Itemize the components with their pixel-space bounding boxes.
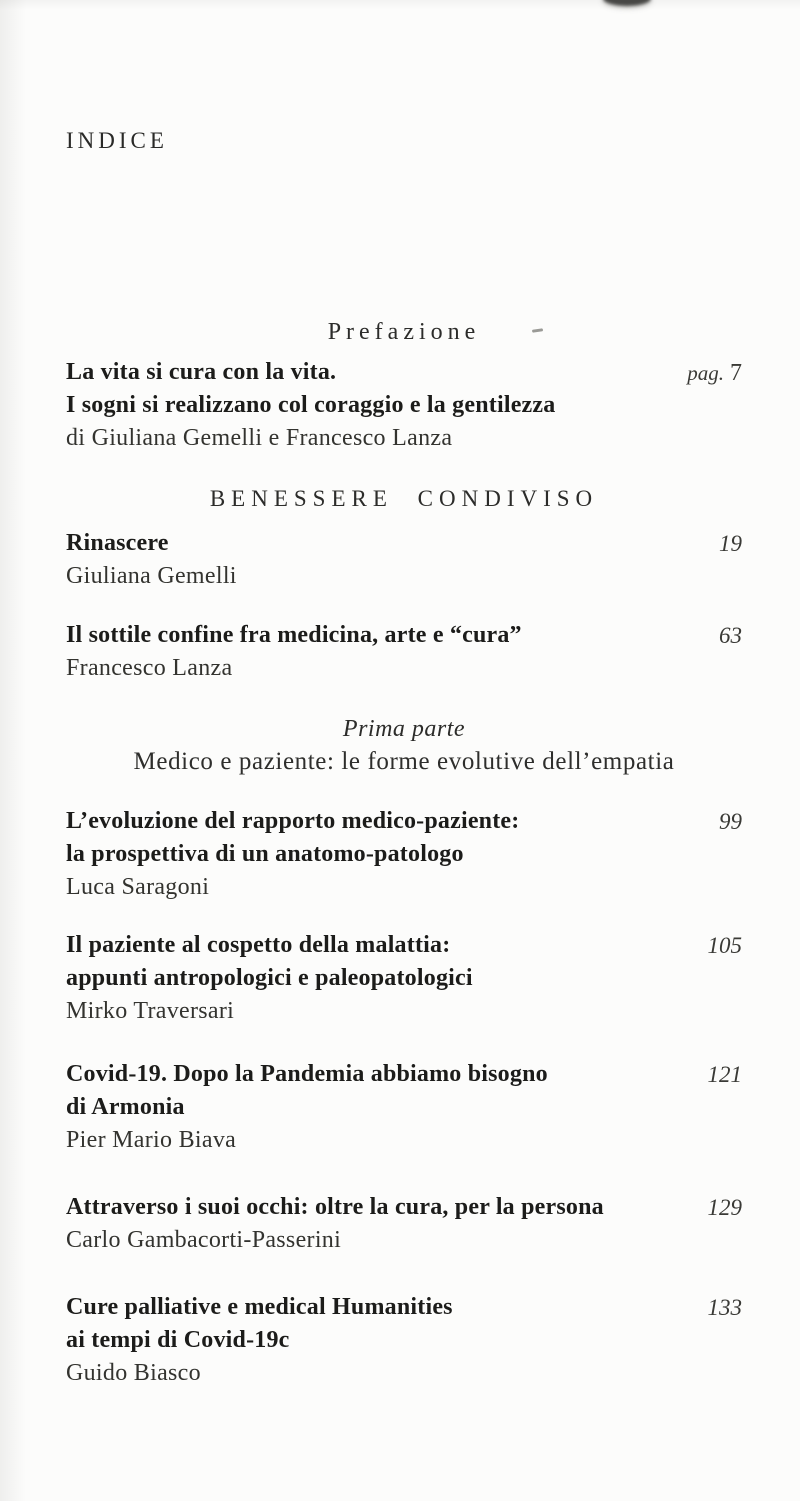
- entry-page-number: [719, 806, 742, 838]
- section-heading-benessere-condiviso: BENESSERE CONDIVISO: [209, 486, 599, 511]
- entry-title-line: La vita si cura con la vita.: [66, 359, 337, 385]
- page-number: 63: [719, 623, 742, 648]
- entry-title-line: di Armonia: [66, 1094, 185, 1120]
- toc-entry: [66, 1058, 742, 1157]
- page-label: pag.: [687, 361, 724, 385]
- entry-page-number: [708, 1059, 743, 1091]
- toc-entry: [66, 1191, 742, 1257]
- toc-entry: [66, 527, 742, 593]
- page-title: INDICE: [66, 128, 168, 153]
- page-number: 133: [707, 1295, 742, 1320]
- page-number: 19: [719, 531, 742, 556]
- toc-entry: [66, 1291, 742, 1390]
- entry-page-number: [708, 1192, 743, 1224]
- section-subheading: Medico e paziente: le forme evolutive dell’empatia: [133, 748, 675, 775]
- entry-title-line: Attraverso i suoi occhi: oltre la cura, per la persona: [66, 1194, 604, 1220]
- toc-entry: [66, 929, 742, 1028]
- entry-page-number: [687, 357, 742, 389]
- scan-edge-shadow-left: [0, 0, 26, 1501]
- page-number: 121: [707, 1062, 742, 1087]
- entry-author: Giuliana Gemelli: [66, 563, 237, 589]
- entry-author: Luca Saragoni: [66, 874, 210, 900]
- entry-page-number: [719, 528, 742, 560]
- entry-title-line: la prospettiva di un anatomo-patologo: [66, 841, 464, 867]
- page-number: 7: [730, 360, 742, 386]
- entry-title-line: Cure palliative e medical Humanities: [66, 1294, 453, 1320]
- entry-page-number: [719, 620, 742, 652]
- section-heading-prima-parte: Prima parte: [342, 716, 466, 742]
- entry-page-number: [708, 930, 743, 962]
- entry-title-line: Il paziente al cospetto della malattia:: [66, 932, 451, 958]
- entry-page-number: [708, 1292, 743, 1324]
- entry-author: Francesco Lanza: [66, 655, 233, 681]
- toc-content: [66, 0, 742, 1390]
- page-number: 129: [707, 1195, 742, 1220]
- entry-author: Mirko Traversari: [66, 998, 235, 1024]
- entry-author: di Giuliana Gemelli e Francesco Lanza: [66, 425, 453, 451]
- entry-title-line: ai tempi di Covid-19c: [66, 1327, 290, 1353]
- entry-title-line: L’evoluzione del rapporto medico-paziente:: [66, 808, 520, 834]
- entry-author: Pier Mario Biava: [66, 1127, 237, 1153]
- entry-title-line: I sogni si realizzano col coraggio e la gentilezza: [66, 392, 556, 418]
- entry-title-line: appunti antropologici e paleopatologici: [66, 965, 473, 991]
- entry-author: Guido Biasco: [66, 1360, 201, 1386]
- page-number: 105: [707, 933, 742, 958]
- page-number: 99: [719, 809, 742, 834]
- toc-entry: [66, 805, 742, 904]
- entry-title-line: Il sottile confine fra medicina, arte e “cura”: [66, 622, 522, 648]
- entry-title-line: Covid-19. Dopo la Pandemia abbiamo bisogno: [66, 1061, 548, 1087]
- entry-title-line: Rinascere: [66, 530, 169, 556]
- toc-entry: [66, 356, 742, 455]
- entry-author: Carlo Gambacorti-Passerini: [66, 1227, 342, 1253]
- section-heading-prefazione: Prefazione: [327, 319, 481, 345]
- toc-entry: [66, 619, 742, 685]
